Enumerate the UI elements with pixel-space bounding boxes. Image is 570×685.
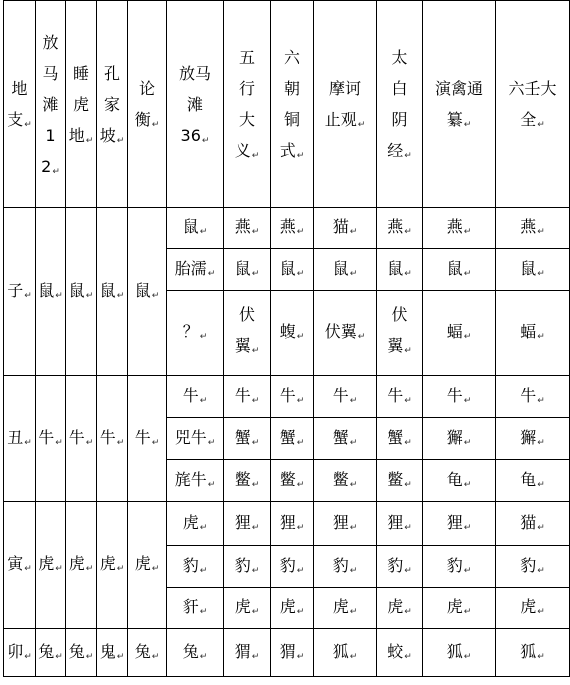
header-row [4, 1, 570, 208]
cell-fmt36: 豹 ↵ [167, 546, 224, 588]
cell-wuxing: 伏 翼 ↵ [224, 291, 271, 376]
cell-liuren: 牛 ↵ [496, 376, 570, 418]
cell-liuchao: 狸 ↵ [271, 502, 314, 546]
table-row [4, 208, 570, 249]
cell-liuchao: 牛 ↵ [271, 376, 314, 418]
zodiac-comparison-table [3, 0, 570, 677]
table-row [4, 629, 570, 677]
cell-liuchao: 燕 ↵ [271, 208, 314, 249]
cell-mohe: 狸 ↵ [314, 502, 377, 546]
cell-liuren: 蝠 ↵ [496, 291, 570, 376]
cell-kongjiapo: 牛 ↵ [97, 376, 128, 502]
cell-yanqin: 燕 ↵ [423, 208, 496, 249]
cell-liuren: 猫 ↵ [496, 502, 570, 546]
cell-shuihudi: 牛 ↵ [66, 376, 97, 502]
cell-fmt36: 虎 ↵ [167, 502, 224, 546]
header-mohe-zhiguan: 摩诃 止观 ↵ [314, 1, 377, 208]
header-taibai-yinjing: 太 白 阴 经 ↵ [377, 1, 423, 208]
cell-yanqin: 虎 ↵ [423, 588, 496, 629]
cell-taibai: 牛 ↵ [377, 376, 423, 418]
cell-mohe: 鳖 ↵ [314, 460, 377, 502]
cell-shuihudi: 虎 ↵ [66, 502, 97, 629]
header-branch: 地 支 ↵ [4, 1, 36, 208]
cell-liuchao: 猬 ↵ [271, 629, 314, 677]
cell-liuchao: 蝮 ↵ [271, 291, 314, 376]
cell-wuxing: 虎 ↵ [224, 588, 271, 629]
cell-taibai: 燕 ↵ [377, 208, 423, 249]
branch-cell: 丑 ↵ [4, 376, 36, 502]
cell-fmt36: ？ ↵ [167, 291, 224, 376]
cell-shuihudi: 鼠 ↵ [66, 208, 97, 376]
header-yanqin-tongzuan: 演禽通 纂 ↵ [423, 1, 496, 208]
cell-mohe: 蟹 ↵ [314, 418, 377, 460]
cell-liuren: 龟 ↵ [496, 460, 570, 502]
cell-yanqin: 龟 ↵ [423, 460, 496, 502]
header-fangmatan-12: 放 马 滩 1 2 ↵ [36, 1, 66, 208]
cell-kongjiapo: 鬼 ↵ [97, 629, 128, 677]
cell-yanqin: 蝠 ↵ [423, 291, 496, 376]
cell-yanqin: 狸 ↵ [423, 502, 496, 546]
cell-mohe: 猫 ↵ [314, 208, 377, 249]
cell-wuxing: 鼠 ↵ [224, 249, 271, 291]
table-row [4, 502, 570, 546]
cell-lunheng: 牛 ↵ [128, 376, 167, 502]
cell-fmt12: 兔 ↵ [36, 629, 66, 677]
header-shuihudi: 睡 虎 地 ↵ [66, 1, 97, 208]
cell-lunheng: 虎 ↵ [128, 502, 167, 629]
cell-wuxing: 蟹 ↵ [224, 418, 271, 460]
cell-fmt36: 豻 ↵ [167, 588, 224, 629]
header-wuxing-dayi: 五 行 大 义 ↵ [224, 1, 271, 208]
cell-taibai: 蟹 ↵ [377, 418, 423, 460]
cell-liuren: 虎 ↵ [496, 588, 570, 629]
cell-taibai: 鼠 ↵ [377, 249, 423, 291]
cell-fmt12: 虎 ↵ [36, 502, 66, 629]
cell-yanqin: 狐 ↵ [423, 629, 496, 677]
cell-lunheng: 鼠 ↵ [128, 208, 167, 376]
cell-mohe: 牛 ↵ [314, 376, 377, 418]
cell-wuxing: 狸 ↵ [224, 502, 271, 546]
cell-taibai: 蛟 ↵ [377, 629, 423, 677]
cell-yanqin: 豹 ↵ [423, 546, 496, 588]
cell-liuchao: 蟹 ↵ [271, 418, 314, 460]
cell-liuchao: 豹 ↵ [271, 546, 314, 588]
cell-wuxing: 牛 ↵ [224, 376, 271, 418]
branch-cell: 寅 ↵ [4, 502, 36, 629]
cell-mohe: 虎 ↵ [314, 588, 377, 629]
branch-cell: 卯 ↵ [4, 629, 36, 677]
cell-taibai: 豹 ↵ [377, 546, 423, 588]
cell-liuchao: 鼠 ↵ [271, 249, 314, 291]
cell-mohe: 豹 ↵ [314, 546, 377, 588]
header-fangmatan-36: 放马 滩 36 ↵ [167, 1, 224, 208]
cell-fmt36: 兕牛 ↵ [167, 418, 224, 460]
cell-taibai: 虎 ↵ [377, 588, 423, 629]
cell-liuchao: 虎 ↵ [271, 588, 314, 629]
cell-fmt36: 旄牛 ↵ [167, 460, 224, 502]
table-row [4, 376, 570, 418]
cell-fmt36: 牛 ↵ [167, 376, 224, 418]
cell-liuren: 燕 ↵ [496, 208, 570, 249]
header-liuchao-tongshi: 六 朝 铜 式 ↵ [271, 1, 314, 208]
cell-fmt12: 牛 ↵ [36, 376, 66, 502]
header-kongjiapo: 孔 家 坡 ↵ [97, 1, 128, 208]
cell-liuren: 豹 ↵ [496, 546, 570, 588]
cell-yanqin: 獬 ↵ [423, 418, 496, 460]
cell-mohe: 伏翼 ↵ [314, 291, 377, 376]
cell-taibai: 狸 ↵ [377, 502, 423, 546]
cell-kongjiapo: 鼠 ↵ [97, 208, 128, 376]
cell-taibai: 鳖 ↵ [377, 460, 423, 502]
cell-taibai: 伏 翼 ↵ [377, 291, 423, 376]
cell-kongjiapo: 虎 ↵ [97, 502, 128, 629]
cell-fmt36: 鼠 ↵ [167, 208, 224, 249]
cell-liuren: 獬 ↵ [496, 418, 570, 460]
cell-yanqin: 牛 ↵ [423, 376, 496, 418]
cell-liuren: 鼠 ↵ [496, 249, 570, 291]
branch-cell: 子 ↵ [4, 208, 36, 376]
cell-fmt12: 鼠 ↵ [36, 208, 66, 376]
cell-wuxing: 燕 ↵ [224, 208, 271, 249]
header-liuren-daquan: 六壬大 全 ↵ [496, 1, 570, 208]
cell-wuxing: 豹 ↵ [224, 546, 271, 588]
cell-liuchao: 鳖 ↵ [271, 460, 314, 502]
cell-liuren: 狐 ↵ [496, 629, 570, 677]
header-lunheng: 论 衡 ↵ [128, 1, 167, 208]
cell-lunheng: 兔 ↵ [128, 629, 167, 677]
cell-shuihudi: 兔 ↵ [66, 629, 97, 677]
cell-mohe: 鼠 ↵ [314, 249, 377, 291]
cell-fmt36: 胎濡 ↵ [167, 249, 224, 291]
cell-yanqin: 鼠 ↵ [423, 249, 496, 291]
cell-wuxing: 猬 ↵ [224, 629, 271, 677]
cell-fmt36: 兔 ↵ [167, 629, 224, 677]
cell-wuxing: 鳖 ↵ [224, 460, 271, 502]
cell-mohe: 狐 ↵ [314, 629, 377, 677]
